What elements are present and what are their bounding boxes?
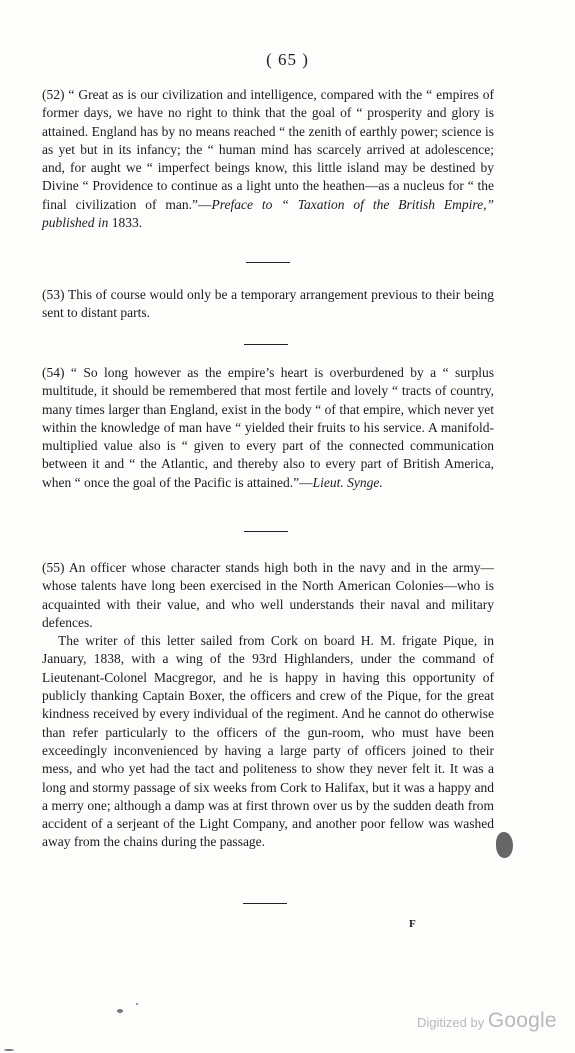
note-paragraph: (54) “ So long however as the empire’s heart is overburdened by a “ surplus multitude, it should be remembered that most fertile and lovely “ tracts of country, many times larger than England, exist in the body “ of that empire, which never yet within the knowledge of man have “ yielded their fruits to his service. A manifold-multiplied value also is “ given to every part of the connected communication between it and “ the Atlantic, and thereby also to every part of British America, when “ once the goal of the Pacific is attained.”—Lieut. Synge. bbox=[42, 365, 494, 490]
section-divider bbox=[244, 531, 288, 532]
note-paragraph: The writer of this letter sailed from Cork on board H. M. frigate Pique, in January, 1838, with a wing of the 93rd Highlanders, under the command of Lieutenant-Colonel Macgregor, and he is happy in having this opportunity of publicly thanking Captain Boxer, the officers and crew of the Pique, for the great kindness received by every individual of the regiment. And he cannot do otherwise than refer particularly to the officers of the gun-room, who must have been exceedingly inconvenienced by having a large party of officers joined to their mess, and who yet had the tact and politeness to show they never felt it. It was a long and stormy passage of six weeks from Cork to Halifax, but it was a happy and a merry one; although a damp was at first thrown over us by the sudden death from accident of a serjeant of the Light Company, and another poor fellow was washed away from the chains during the passage. bbox=[42, 633, 494, 850]
note-paragraph: (52) “ Great as is our civilization and intelligence, compared with the “ empires of former days, we have no right to think that the goal of “ prosperity and glory is attained. England has by no means reached “ the zenith of earthly power; science is as yet but in its infancy; the “ human mind has scarcely arrived at adolescence; and, for aught we “ imperfect beings know, this little island may be destined by Divine “ Providence to continue as a light unto the heathen—as a nucleus for “ the final civilization of man.”—Preface to “ Taxation of the British Empire,” published in 1833. bbox=[42, 87, 494, 231]
section-divider bbox=[244, 344, 288, 345]
section-divider bbox=[243, 903, 287, 904]
watermark-prefix: Digitized by bbox=[417, 1015, 485, 1030]
note-52 bbox=[42, 86, 494, 232]
ink-speck bbox=[117, 1009, 123, 1013]
note-citation: Preface to “ Taxation of the British Empire,” published in bbox=[42, 196, 494, 231]
watermark-brand: Google bbox=[487, 1009, 557, 1032]
page-number: ( 65 ) bbox=[266, 50, 309, 69]
ink-blot bbox=[496, 832, 513, 858]
watermark bbox=[417, 1009, 557, 1033]
note-paragraph: (53) This of course would only be a temporary arrangement previous to their being sent to distant parts. bbox=[42, 287, 494, 321]
ink-speck bbox=[4, 1049, 14, 1051]
ink-speck bbox=[136, 1003, 138, 1005]
note-citation: Lieut. Synge. bbox=[312, 474, 383, 490]
signature-mark: F bbox=[409, 918, 416, 930]
note-53 bbox=[42, 286, 494, 323]
note-55 bbox=[42, 559, 494, 852]
note-paragraph: (55) An officer whose character stands high both in the navy and in the army—whose talents have long been exercised in the North American Colonies—who is acquainted with their value, and who well understands their naval and military defences. bbox=[42, 560, 494, 630]
note-54 bbox=[42, 364, 494, 492]
section-divider bbox=[246, 262, 290, 263]
